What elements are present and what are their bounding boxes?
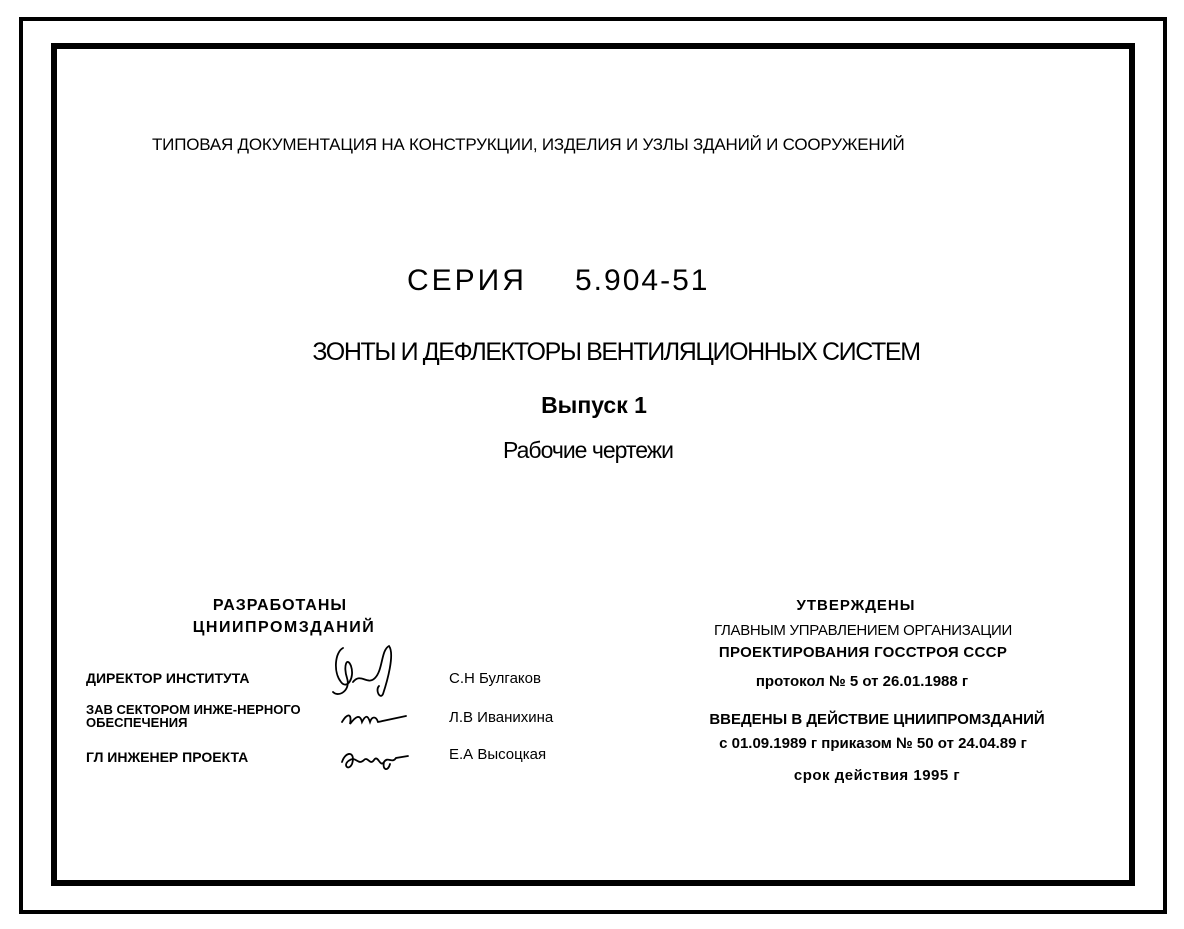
- staff-name-sector-head: Л.В Иванихина: [449, 709, 554, 726]
- series-number: 5.904-51: [575, 264, 710, 297]
- document-issue: Выпуск 1: [541, 392, 647, 418]
- enactment-line2: с 01.09.1989 г приказом № 50 от 24.04.89 г: [719, 735, 1027, 752]
- chief-engineer-signature: [338, 744, 410, 774]
- document-title: ЗОНТЫ И ДЕФЛЕКТОРЫ ВЕНТИЛЯЦИОННЫХ СИСТЕМ: [312, 338, 920, 366]
- staff-name-chief-engineer: Е.А Высоцкая: [449, 746, 547, 763]
- developed-heading: РАЗРАБОТАНЫ: [212, 597, 348, 614]
- validity-period: срок действия 1995 г: [793, 767, 961, 784]
- series-label: СЕРИЯ: [407, 264, 527, 297]
- staff-name-director: С.Н Булгаков: [449, 670, 541, 687]
- staff-role-sector-head: ЗАВ СЕКТОРОМ ИНЖЕ-НЕРНОГО ОБЕСПЕЧЕНИЯ: [86, 702, 301, 730]
- approver-organization-line1: ГЛАВНЫМ УПРАВЛЕНИЕМ ОРГАНИЗАЦИИ: [713, 622, 1013, 639]
- director-signature: [325, 642, 405, 704]
- enactment-line1: ВВЕДЕНЫ В ДЕЙСТВИЕ ЦНИИПРОМЗДАНИЙ: [709, 711, 1045, 728]
- document-subtitle: Рабочие чертежи: [503, 437, 673, 463]
- developer-organization: ЦНИИПРОМЗДАНИЙ: [192, 619, 376, 636]
- staff-role-director: ДИРЕКТОР ИНСТИТУТА: [86, 670, 250, 686]
- approver-organization-line2: ПРОЕКТИРОВАНИЯ ГОССТРОЯ СССР: [718, 644, 1008, 661]
- document-type-heading: ТИПОВАЯ ДОКУМЕНТАЦИЯ НА КОНСТРУКЦИИ, ИЗДЕЛИЯ И УЗЛЫ ЗДАНИЙ И СООРУЖЕНИЙ: [152, 135, 905, 154]
- sector-head-signature: [338, 702, 408, 732]
- approval-protocol: протокол № 5 от 26.01.1988 г: [755, 673, 969, 690]
- staff-role-chief-engineer: ГЛ ИНЖЕНЕР ПРОЕКТА: [86, 749, 249, 765]
- approved-heading: УТВЕРЖДЕНЫ: [796, 597, 916, 614]
